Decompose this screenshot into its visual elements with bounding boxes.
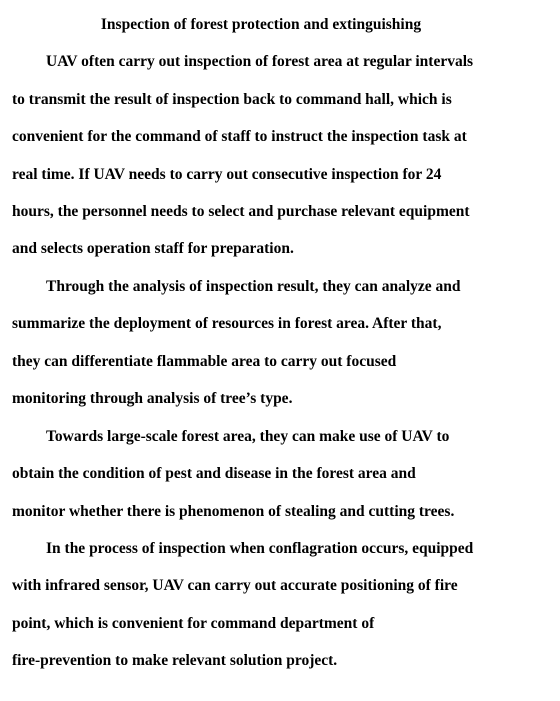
- document-title: Inspection of forest protection and extinguishing: [100, 16, 422, 33]
- paragraph-4-line-1: In the process of inspection when conflagration occurs, equipped: [46, 540, 474, 557]
- paragraph-1-line-4: real time. If UAV needs to carry out consecutive inspection for 24: [12, 166, 442, 183]
- paragraph-4-line-3: point, which is convenient for command department of: [12, 615, 375, 632]
- paragraph-1-line-1: UAV often carry out inspection of forest area at regular intervals: [46, 53, 474, 70]
- paragraph-2-line-1: Through the analysis of inspection result, they can analyze and: [46, 278, 461, 295]
- paragraph-3-line-1: Towards large-scale forest area, they can make use of UAV to: [46, 428, 450, 445]
- paragraph-3-line-3: monitor whether there is phenomenon of stealing and cutting trees.: [12, 503, 455, 520]
- paragraph-4-line-4: fire-prevention to make relevant solution project.: [12, 652, 338, 669]
- paragraph-1-line-3: convenient for the command of staff to instruct the inspection task at: [12, 128, 467, 145]
- paragraph-1-line-5: hours, the personnel needs to select and purchase relevant equipment: [12, 203, 470, 220]
- paragraph-2-line-3: they can differentiate flammable area to carry out focused: [12, 353, 397, 370]
- paragraph-1-line-6: and selects operation staff for preparation.: [12, 240, 294, 257]
- paragraph-4-line-2: with infrared sensor, UAV can carry out accurate positioning of fire: [12, 577, 458, 594]
- paragraph-3-line-2: obtain the condition of pest and disease in the forest area and: [12, 465, 416, 482]
- paragraph-2-line-4: monitoring through analysis of tree’s type.: [12, 390, 293, 407]
- paragraph-1-line-2: to transmit the result of inspection back to command hall, which is: [12, 91, 452, 108]
- paragraph-2-line-2: summarize the deployment of resources in forest area. After that,: [12, 315, 442, 332]
